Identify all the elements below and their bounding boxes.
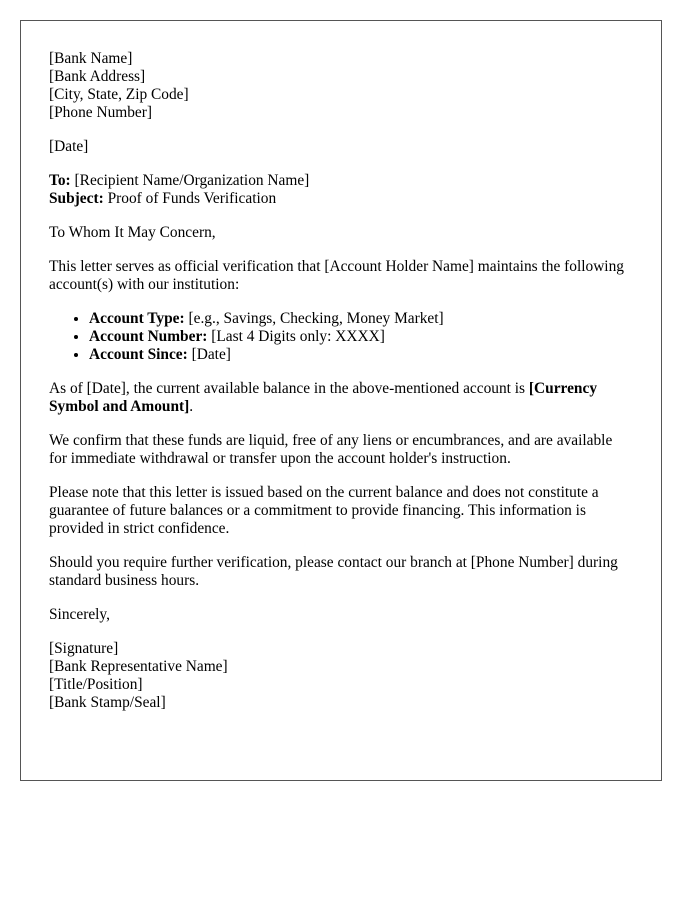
bank-stamp: [Bank Stamp/Seal] (49, 694, 166, 711)
to-value: [Recipient Name/Organization Name] (74, 172, 310, 189)
representative-name: [Bank Representative Name] (49, 658, 228, 675)
account-since-value: [Date] (191, 346, 231, 363)
account-number-item (89, 328, 633, 346)
subject-label: Subject: (49, 190, 104, 207)
account-type-label: Account Type: (89, 310, 185, 327)
letter-date-block (49, 138, 633, 156)
subject-line (49, 190, 633, 208)
funds-paragraph: We confirm that these funds are liquid, free of any liens or encumbrances, and are available for immediate withdrawal or transfer upon the account holder's instruction. (49, 432, 613, 467)
representative-title: [Title/Position] (49, 676, 143, 693)
letter-page (20, 20, 662, 781)
bank-phone: [Phone Number] (49, 104, 153, 121)
signature-placeholder: [Signature] (49, 640, 119, 657)
bank-city: [City, State, Zip Code] (49, 86, 189, 103)
account-number-label: Account Number: (89, 328, 208, 345)
subject-value: Proof of Funds Verification (107, 190, 277, 207)
intro-paragraph: This letter serves as official verification that [Account Holder Name] maintains the following account(s) with our institution: (49, 258, 624, 293)
account-type-value: [e.g., Savings, Checking, Money Market] (188, 310, 444, 327)
disclaimer-paragraph: Please note that this letter is issued based on the current balance and does not constitute a guarantee of future balances or a commitment to provide financing. This information is provided in strict confidence. (49, 484, 599, 537)
signature-block (49, 640, 633, 712)
bank-name: [Bank Name] (49, 50, 133, 67)
balance-amount: [Currency Symbol and Amount] (49, 380, 598, 415)
account-since-item (89, 346, 633, 364)
bank-header (49, 50, 633, 122)
balance-prefix: As of [Date], the current available balance in the above-mentioned account is (49, 380, 526, 397)
account-since-label: Account Since: (89, 346, 188, 363)
recipient-block (49, 172, 633, 208)
balance-suffix: . (189, 398, 194, 415)
to-label: To: (49, 172, 71, 189)
letter-date: [Date] (49, 138, 89, 155)
balance-paragraph (49, 380, 633, 416)
to-line (49, 172, 633, 190)
bank-address: [Bank Address] (49, 68, 146, 85)
contact-paragraph: Should you require further verification, please contact our branch at [Phone Number] during standard business hours. (49, 554, 618, 589)
salutation: To Whom It May Concern, (49, 224, 216, 241)
account-type-item (89, 310, 633, 328)
account-number-value: [Last 4 Digits only: XXXX] (211, 328, 385, 345)
closing: Sincerely, (49, 606, 110, 623)
account-details-list (49, 310, 633, 364)
